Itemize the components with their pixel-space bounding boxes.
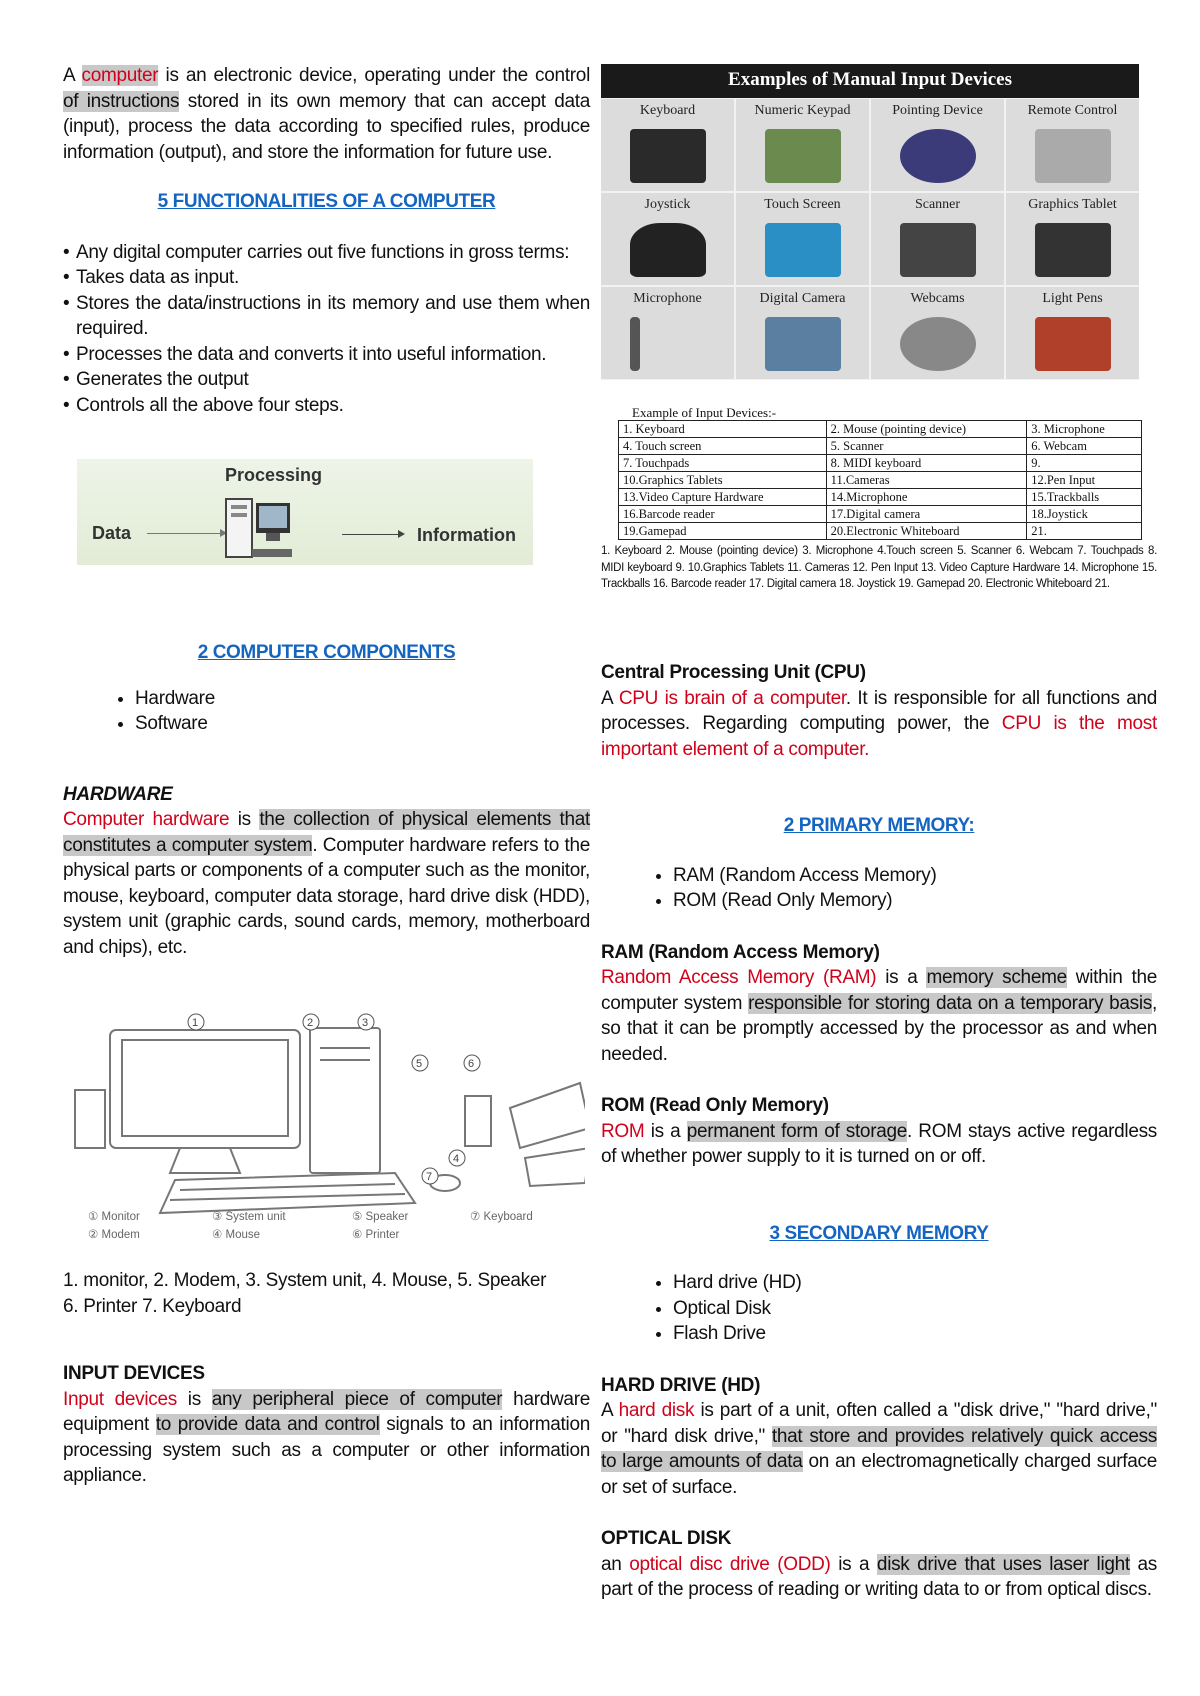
- term-hard-disk: hard disk: [618, 1400, 695, 1421]
- list-item: • Generates the output: [63, 367, 590, 393]
- device-label: Touch Screen: [764, 197, 841, 212]
- term-instructions: of instructions: [63, 90, 180, 112]
- cpu-title: Central Processing Unit (CPU): [601, 662, 866, 683]
- callout-6: 6: [468, 1058, 475, 1070]
- term-rom: ROM: [601, 1120, 645, 1142]
- term-cpu-important: CPU is the most important element of a computer.: [601, 713, 1157, 760]
- table-cell: 8. MIDI keyboard: [826, 455, 1027, 472]
- legend-keyboard: ⑦ Keyboard: [470, 1211, 533, 1223]
- primary-memory-heading: 2 PRIMARY MEMORY:: [783, 815, 975, 836]
- input-devices-table-figure: [612, 405, 1142, 540]
- text: . Computer hardware refers to the physical parts or components of a computer such as the monitor, mouse, keyboard, computer data storage, hard drive disk (HDD), system unit (graphic cards, sound cards, memory, motherboard and chips), etc.: [63, 834, 591, 958]
- text: an: [601, 1553, 630, 1575]
- table-cell: 18.Joystick: [1027, 506, 1142, 523]
- table-row: [619, 523, 1142, 540]
- list-item: • RAM (Random Access Memory): [673, 863, 1157, 889]
- list-item: • Optical Disk: [673, 1296, 1157, 1322]
- cpu-paragraph: [601, 686, 1157, 763]
- table-row: [619, 421, 1142, 438]
- hardware-figure: [70, 1008, 585, 1242]
- term-optical-disc-drive: optical disc drive (ODD): [629, 1553, 831, 1575]
- list-item: • Processes the data and converts it into useful information.: [63, 342, 590, 368]
- hard-drive-title: HARD DRIVE (HD): [601, 1374, 761, 1396]
- information-label: Information: [417, 525, 516, 545]
- text: is: [176, 1388, 212, 1410]
- legend-mouse: ④ Mouse: [212, 1229, 261, 1241]
- webcam-icon: [900, 317, 976, 371]
- text: A: [601, 1400, 619, 1421]
- process-diagram: [77, 459, 533, 565]
- legend-system-unit: ③ System unit: [212, 1211, 286, 1223]
- rom-title: ROM (Read Only Memory): [601, 1095, 829, 1116]
- hardware-paragraph: [63, 807, 590, 960]
- callout-1: 1: [192, 1017, 199, 1029]
- term-cpu: CPU is brain of a computer: [618, 687, 846, 709]
- table-cell: 17.Digital camera: [826, 506, 1027, 523]
- highlight: permanent form of storage: [686, 1120, 908, 1142]
- left-column-2: [63, 640, 590, 960]
- rom-paragraph: [601, 1119, 1157, 1170]
- device-cell: [736, 193, 869, 285]
- processing-label: Processing: [225, 465, 323, 485]
- computer-setup-illustration: [70, 1008, 585, 1242]
- light-pen-icon: [1035, 317, 1111, 371]
- table-cell: 12.Pen Input: [1027, 472, 1142, 489]
- callout-4: 4: [453, 1153, 460, 1165]
- legend-speaker: ⑤ Speaker: [352, 1211, 409, 1223]
- table-row: [619, 455, 1142, 472]
- legend-modem: ② Modem: [88, 1229, 140, 1241]
- functions-heading: 5 FUNCTIONALITIES OF A COMPUTER: [157, 191, 496, 212]
- device-cell: [871, 193, 1004, 285]
- list-item: • Software: [135, 711, 590, 737]
- table-row: [619, 489, 1142, 506]
- text: . ROM stays active regardless of whether power supply to it is turned on or off.: [601, 1120, 1157, 1167]
- text: is a: [830, 1553, 877, 1575]
- table-row: [619, 506, 1142, 523]
- table-cell: 7. Touchpads: [619, 455, 827, 472]
- device-label: Remote Control: [1027, 103, 1118, 118]
- list-item: • Hardware: [135, 686, 590, 712]
- input-devices-paragraph: [63, 1387, 590, 1489]
- list-item: • Controls all the above four steps.: [63, 393, 590, 419]
- computer-icon: [222, 495, 294, 563]
- numeric-keypad-icon: [765, 129, 841, 183]
- table-cell: 20.Electronic Whiteboard: [826, 523, 1027, 540]
- text: hardware equipment: [63, 1388, 590, 1435]
- scanner-icon: [900, 223, 976, 277]
- hw-caption-line1: 1. monitor, 2. Modem, 3. System unit, 4. Mouse, 5. Speaker: [63, 1270, 547, 1291]
- device-cell: [1006, 193, 1139, 285]
- ram-title: RAM (Random Access Memory): [601, 941, 880, 963]
- arrow-icon: [147, 533, 222, 534]
- intro-text: A: [63, 65, 82, 86]
- legend-monitor: ① Monitor: [88, 1211, 140, 1223]
- hw-caption-line2: 6. Printer 7. Keyboard: [63, 1295, 242, 1317]
- device-label: Light Pens: [1042, 291, 1103, 306]
- device-label: Microphone: [633, 291, 702, 306]
- primary-memory-list: [601, 863, 1157, 914]
- table-cell: 21.: [1027, 523, 1142, 540]
- table-cell: 15.Trackballs: [1027, 489, 1142, 506]
- optical-disk-paragraph: [601, 1552, 1157, 1603]
- left-column: [63, 0, 590, 418]
- table-cell: 10.Graphics Tablets: [619, 472, 827, 489]
- joystick-icon: [630, 223, 706, 277]
- device-label: Pointing Device: [892, 103, 983, 118]
- list-item: • Takes data as input.: [63, 265, 590, 291]
- table-cell: 13.Video Capture Hardware: [619, 489, 827, 506]
- device-cell: [736, 99, 869, 191]
- secondary-memory-heading: 3 SECONDARY MEMORY: [769, 1222, 989, 1244]
- device-cell: [601, 287, 734, 379]
- text: , so that it can be promptly accessed by the processor as and when needed.: [601, 992, 1157, 1065]
- highlight: memory scheme: [926, 967, 1067, 988]
- device-cell: [1006, 99, 1139, 191]
- text: within the computer system: [601, 967, 1157, 1014]
- text: is a: [876, 967, 927, 988]
- callout-7: 7: [426, 1171, 433, 1183]
- text: . It is responsible for all functions and processes. Regarding computing power, the: [601, 687, 1158, 734]
- input-devices-table: [618, 420, 1142, 540]
- highlight: that store and provides relatively quick access to large amounts of data: [601, 1425, 1157, 1472]
- device-cell: [736, 287, 869, 379]
- table-caption: Example of Input Devices:-: [632, 405, 777, 420]
- highlight: responsible for storing data on a temporary basis: [748, 992, 1153, 1014]
- intro-text: is an electronic device, operating under the control: [158, 65, 590, 86]
- term-computer-hardware: Computer hardware: [63, 809, 230, 830]
- device-cell: [601, 99, 734, 191]
- table-cell: 16.Barcode reader: [619, 506, 827, 523]
- figure-title: Examples of Manual Input Devices: [601, 64, 1139, 98]
- term-ram: Random Access Memory (RAM): [601, 967, 877, 988]
- touch-screen-icon: [765, 223, 841, 277]
- arrow-head-icon: [398, 530, 405, 538]
- arrow-icon: [342, 534, 400, 535]
- device-cell: [601, 193, 734, 285]
- device-label: Digital Camera: [759, 291, 846, 306]
- intro-paragraph: [63, 63, 590, 165]
- intro-text: stored in its own memory that can accept data (input), process the data according to specified rules, produce information (output), and store the information for future use.: [63, 90, 590, 163]
- device-label: Scanner: [914, 197, 961, 212]
- table-row: [619, 438, 1142, 455]
- device-label: Webcams: [910, 291, 965, 306]
- callout-5: 5: [416, 1058, 423, 1070]
- functions-list: [63, 240, 590, 419]
- callout-2: 2: [307, 1017, 314, 1029]
- table-cell: 9.: [1027, 455, 1142, 472]
- table-cell: 6. Webcam: [1027, 438, 1142, 455]
- device-list-text: 1. Keyboard 2. Mouse (pointing device) 3. Microphone 4.Touch screen 5. Scanner 6. Webcam 7. Touchpads 8. MIDI keyboard 9. 10.Graphics Tablets 11. Cameras 12. Pen Input 13. Video Capture Hardware 14. Microphone 15. Trackballs 16. Barcode reader 17. Digital camera 18. Joystick 19. Gamepad 20. Electronic Whiteboard 21.: [601, 545, 1157, 590]
- device-label: Keyboard: [639, 103, 696, 118]
- left-column-3: [63, 1268, 590, 1489]
- list-item: • Hard drive (HD): [673, 1270, 1157, 1296]
- list-item: • Any digital computer carries out five functions in gross terms:: [63, 240, 590, 266]
- table-cell: 2. Mouse (pointing device): [826, 421, 1027, 438]
- microphone-icon: [630, 317, 640, 371]
- optical-disk-title: OPTICAL DISK: [601, 1528, 732, 1549]
- input-devices-title: INPUT DEVICES: [63, 1363, 205, 1384]
- components-list: [63, 686, 590, 737]
- table-cell: 19.Gamepad: [619, 523, 827, 540]
- table-cell: 1. Keyboard: [619, 421, 827, 438]
- legend-printer: ⑥ Printer: [352, 1229, 400, 1241]
- components-heading: 2 COMPUTER COMPONENTS: [197, 642, 456, 663]
- callout-3: 3: [362, 1017, 369, 1029]
- table-cell: 14.Microphone: [826, 489, 1027, 506]
- data-label: Data: [92, 523, 132, 543]
- text: is: [229, 809, 260, 830]
- right-column-1: [601, 660, 1157, 1603]
- table-row: [619, 472, 1142, 489]
- hard-drive-paragraph: [601, 1398, 1157, 1500]
- device-label: Numeric Keypad: [754, 103, 851, 118]
- remote-control-icon: [1035, 129, 1111, 183]
- mouse-icon: [900, 129, 976, 183]
- device-label: Joystick: [644, 197, 691, 212]
- text: on an electromagnetically charged surface or set of surface.: [601, 1451, 1157, 1498]
- device-cell: [871, 99, 1004, 191]
- term-computer: computer: [81, 65, 159, 86]
- manual-input-devices-figure: [601, 64, 1139, 376]
- table-cell: 4. Touch screen: [619, 438, 827, 455]
- keyboard-icon: [630, 129, 706, 183]
- digital-camera-icon: [765, 317, 841, 371]
- table-cell: 5. Scanner: [826, 438, 1027, 455]
- device-grid: [601, 98, 1139, 380]
- list-item: • Stores the data/instructions in its memory and use them when required.: [63, 291, 590, 342]
- device-label: Graphics Tablet: [1028, 197, 1117, 212]
- highlight: the collection of physical elements that constitutes a computer system: [63, 809, 590, 856]
- highlight: any peripheral piece of computer: [211, 1388, 503, 1410]
- list-item: • Flash Drive: [673, 1321, 1157, 1347]
- text: A: [601, 687, 619, 709]
- list-item: • ROM (Read Only Memory): [673, 888, 1157, 914]
- device-cell: [871, 287, 1004, 379]
- text: as part of the process of reading or writing data to or from optical discs.: [601, 1553, 1158, 1600]
- highlight: disk drive that uses laser light: [876, 1553, 1130, 1575]
- term-input-devices: Input devices: [63, 1388, 177, 1410]
- ram-paragraph: [601, 965, 1157, 1067]
- text: is part of a unit, often called a "disk drive," "hard drive," or "hard disk drive,": [601, 1400, 1157, 1447]
- graphics-tablet-icon: [1035, 223, 1111, 277]
- hardware-title: HARDWARE: [63, 783, 173, 805]
- device-cell: [1006, 287, 1139, 379]
- table-cell: 3. Microphone: [1027, 421, 1142, 438]
- secondary-memory-list: [601, 1270, 1157, 1347]
- text: is a: [644, 1120, 687, 1142]
- text: signals to an information processing system such as a computer or other information appliance.: [63, 1414, 590, 1486]
- table-cell: 11.Cameras: [826, 472, 1027, 489]
- highlight: to provide data and control: [155, 1414, 380, 1435]
